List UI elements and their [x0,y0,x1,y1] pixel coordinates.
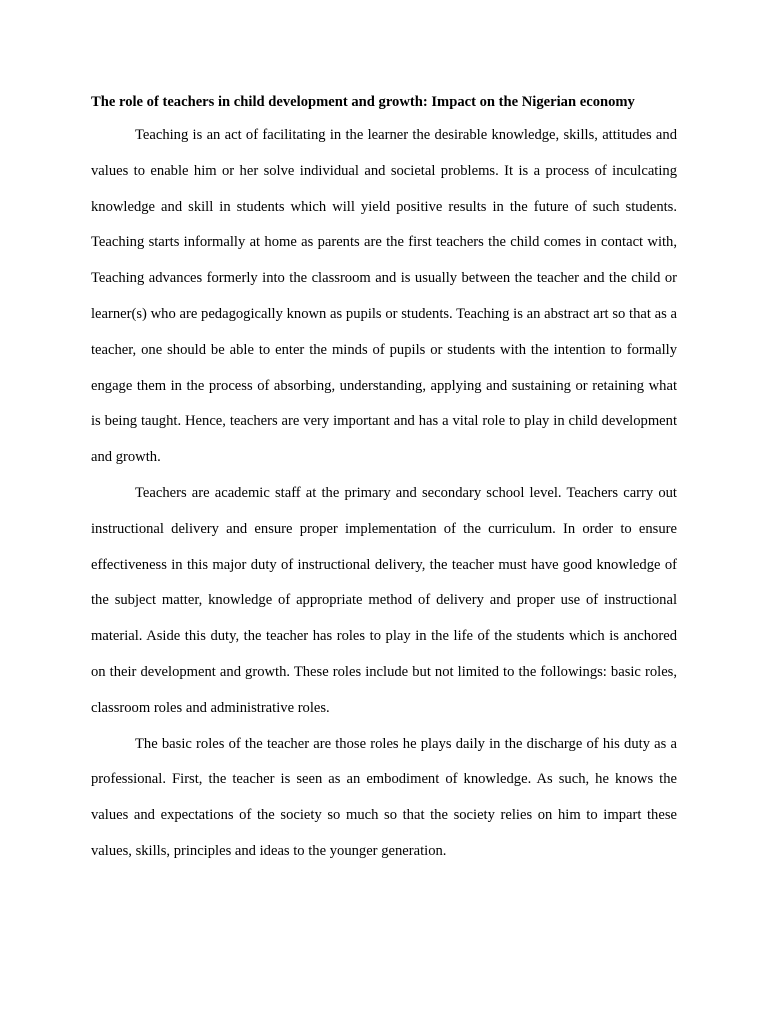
document-body [91,118,677,870]
paragraph-1: Teaching is an act of facilitating in the learner the desirable knowledge, skills, attitudes and values to enable him or her solve individual and societal problems. It is a process of inculcating knowledge and skill in students which will yield positive results in the future of such students. Teaching starts informally at home as parents are the first teachers the child comes in contact with, Teaching advances formerly into the classroom and is usually between the teacher and the child or learner(s) who are pedagogically known as pupils or students. Teaching is an abstract art so that as a teacher, one should be able to enter the minds of pupils or students with the intention to formally engage them in the process of absorbing, understanding, applying and sustaining or retaining what is being taught. Hence, teachers are very important and has a vital role to play in child development and growth. [91,127,677,466]
paragraph-3: The basic roles of the teacher are those roles he plays daily in the discharge of his duty as a professional. First, the teacher is seen as an embodiment of knowledge. As such, he knows the values and expectations of the society so much so that the society relies on him to impart these values, skills, principles and ideas to the younger generation. [91,735,677,859]
document-page [91,90,677,870]
document-title: The role of teachers in child development and growth: Impact on the Nigerian economy [91,94,635,110]
paragraph-2: Teachers are academic staff at the primary and secondary school level. Teachers carry out instructional delivery and ensure proper implementation of the curriculum. In order to ensure effectiveness in this major duty of instructional delivery, the teacher must have good knowledge of the subject matter, knowledge of appropriate method of delivery and proper use of instructional material. Aside this duty, the teacher has roles to play in the life of the students which is anchored on their development and growth. These roles include but not limited to the followings: basic roles, classroom roles and administrative roles. [91,484,677,716]
